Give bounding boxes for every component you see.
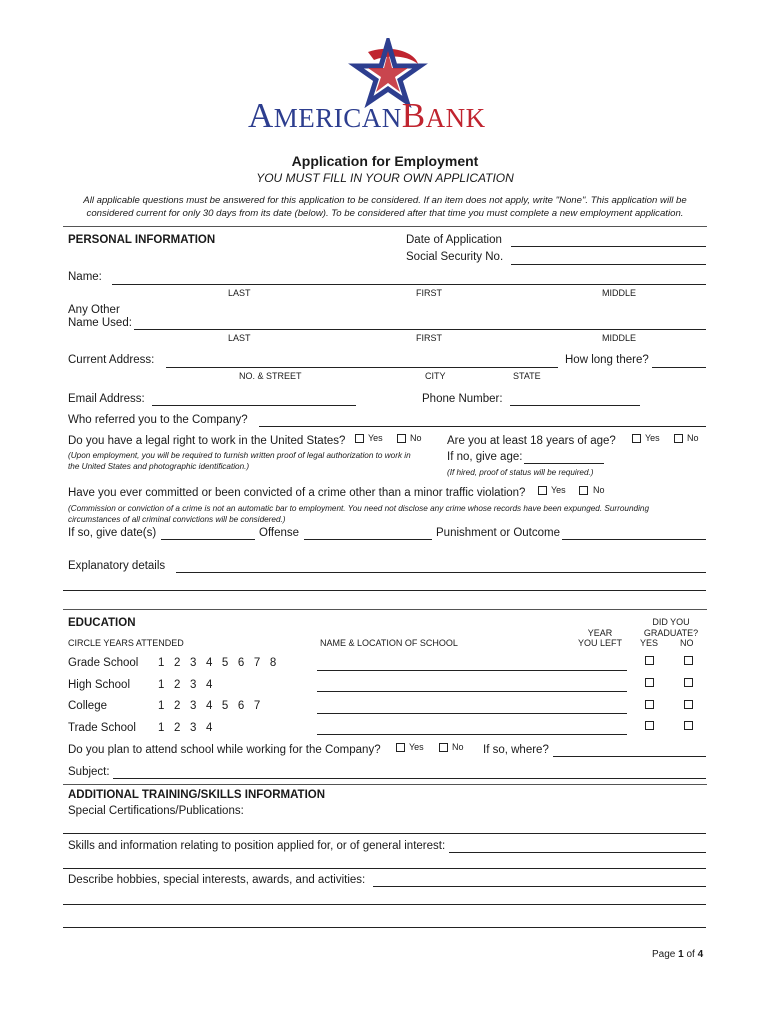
explanatory-label: Explanatory details	[68, 560, 166, 572]
subject-label: Subject:	[68, 766, 110, 778]
current-address-field[interactable]	[166, 367, 558, 368]
state-caption: STATE	[513, 371, 541, 381]
certifications-field-1[interactable]	[63, 833, 706, 834]
skills-field-1[interactable]	[449, 852, 706, 853]
current-address-label: Current Address:	[68, 354, 155, 366]
name-field[interactable]	[112, 284, 706, 285]
crime-note-2: circumstances of all criminal convictions will be considered.)	[68, 515, 286, 524]
school-type-label: Trade School	[68, 722, 136, 734]
city-caption: CITY	[425, 371, 446, 381]
email-field[interactable]	[152, 405, 356, 406]
section-divider	[63, 609, 707, 610]
attend-yes-label: Yes	[409, 742, 424, 752]
legal-note-2: the United States and photographic identification.)	[68, 462, 250, 471]
hobbies-field-2[interactable]	[63, 904, 706, 905]
legal-note-1: (Upon employment, you will be required to furnish written proof of legal authorization to work in	[68, 451, 411, 460]
name-label: Name:	[68, 271, 102, 283]
hobbies-field-3[interactable]	[63, 927, 706, 928]
if-no-age-label: If no, give age:	[447, 451, 523, 463]
years-attended[interactable]: 1 2 3 4	[158, 722, 213, 734]
age-yes-checkbox[interactable]	[632, 434, 641, 443]
if-so-where-label: If so, where?	[483, 744, 549, 756]
school-name-header: NAME & LOCATION OF SCHOOL	[320, 638, 458, 648]
name-first-caption: FIRST	[416, 288, 442, 298]
graduate-yes-header: YES	[640, 638, 659, 648]
email-label: Email Address:	[68, 393, 145, 405]
section-divider	[63, 784, 707, 785]
graduated-yes-checkbox[interactable]	[645, 700, 654, 709]
years-attended[interactable]: 1 2 3 4	[158, 679, 213, 691]
year-left-header-1: YEAR	[587, 628, 613, 638]
date-of-application-label: Date of Application	[406, 234, 502, 246]
crime-question: Have you ever committed or been convicted of a crime other than a minor traffic violation?	[68, 487, 526, 499]
if-no-age-field[interactable]	[524, 463, 604, 464]
skills-label: Skills and information relating to position applied for, or of general interest:	[68, 840, 446, 852]
training-heading: ADDITIONAL TRAINING/SKILLS INFORMATION	[68, 789, 326, 801]
attend-no-label: No	[452, 742, 464, 752]
school-type-label: Grade School	[68, 657, 139, 669]
school-name-field[interactable]	[317, 670, 627, 671]
years-attended[interactable]: 1 2 3 4 5 6 7	[158, 700, 261, 712]
instructions-line-2: considered current for only 30 days from its date (below). To be considered after that time you must complete a new employment application.	[86, 208, 684, 219]
other-name-label-2: Name Used:	[68, 317, 132, 329]
year-left-header-2: YOU LEFT	[577, 638, 622, 648]
years-attended[interactable]: 1 2 3 4 5 6 7 8	[158, 657, 277, 669]
graduated-no-checkbox[interactable]	[684, 678, 693, 687]
explanatory-field-2[interactable]	[63, 590, 706, 591]
other-middle-caption: MIDDLE	[602, 333, 637, 343]
phone-label: Phone Number:	[422, 393, 503, 405]
name-middle-caption: MIDDLE	[602, 288, 637, 298]
page-of: of	[683, 949, 698, 960]
age-note: (If hired, proof of status will be required.)	[447, 468, 594, 477]
graduated-no-checkbox[interactable]	[684, 700, 693, 709]
crime-no-checkbox[interactable]	[579, 486, 588, 495]
school-type-label: College	[68, 700, 107, 712]
date-of-application-field[interactable]	[511, 246, 706, 247]
graduated-no-checkbox[interactable]	[684, 721, 693, 730]
crime-yes-checkbox[interactable]	[538, 486, 547, 495]
referred-field[interactable]	[259, 426, 706, 427]
age-no-checkbox[interactable]	[674, 434, 683, 443]
instructions-line-1: All applicable questions must be answered for this application to be considered. If an item does not apply, write "None". This application will be	[83, 195, 687, 206]
page-subtitle: YOU MUST FILL IN YOUR OWN APPLICATION	[256, 171, 514, 185]
page-current: 1	[678, 949, 684, 960]
hobbies-label: Describe hobbies, special interests, awards, and activities:	[68, 874, 366, 886]
explanatory-field-1[interactable]	[176, 572, 706, 573]
other-first-caption: FIRST	[416, 333, 442, 343]
logo-wordmark: AMERICANBANK	[248, 96, 486, 135]
crime-note-1: (Commission or conviction of a crime is not an automatic bar to employment. You need not disclose any crime whose records have been expunged. Surrounding	[68, 504, 650, 513]
graduated-yes-checkbox[interactable]	[645, 721, 654, 730]
subject-field[interactable]	[113, 778, 706, 779]
phone-field[interactable]	[510, 405, 640, 406]
punishment-field[interactable]	[562, 539, 706, 540]
hobbies-field-1[interactable]	[373, 886, 706, 887]
page-title: Application for Employment	[291, 153, 479, 169]
graduate-header-2: GRADUATE?	[643, 628, 699, 638]
school-name-field[interactable]	[317, 691, 627, 692]
if-so-where-field[interactable]	[553, 756, 706, 757]
crime-no-label: No	[593, 485, 605, 495]
other-name-label-1: Any Other	[68, 304, 120, 316]
legal-no-checkbox[interactable]	[397, 434, 406, 443]
legal-right-question: Do you have a legal right to work in the United States?	[68, 435, 346, 447]
other-name-field[interactable]	[134, 329, 706, 330]
ssn-label: Social Security No.	[406, 251, 504, 263]
age-question: Are you at least 18 years of age?	[447, 435, 616, 447]
graduated-yes-checkbox[interactable]	[645, 678, 654, 687]
street-caption: NO. & STREET	[239, 371, 302, 381]
school-name-field[interactable]	[317, 734, 627, 735]
crime-dates-field[interactable]	[161, 539, 255, 540]
other-last-caption: LAST	[228, 333, 251, 343]
crime-dates-label: If so, give date(s)	[68, 527, 157, 539]
personal-info-heading: PERSONAL INFORMATION	[68, 234, 216, 246]
attend-no-checkbox[interactable]	[439, 743, 448, 752]
graduate-header-1: DID YOU	[652, 617, 690, 627]
crime-yes-label: Yes	[551, 485, 566, 495]
graduated-yes-checkbox[interactable]	[645, 656, 654, 665]
ssn-field[interactable]	[511, 264, 706, 265]
name-last-caption: LAST	[228, 288, 251, 298]
legal-no-label: No	[410, 433, 422, 443]
referred-label: Who referred you to the Company?	[68, 414, 248, 426]
how-long-label: How long there?	[565, 354, 649, 366]
offense-label: Offense	[259, 527, 300, 539]
legal-yes-checkbox[interactable]	[355, 434, 364, 443]
graduated-no-checkbox[interactable]	[684, 656, 693, 665]
education-heading: EDUCATION	[68, 617, 136, 629]
age-yes-label: Yes	[645, 433, 660, 443]
attend-school-question: Do you plan to attend school while working for the Company?	[68, 744, 381, 756]
skills-field-2[interactable]	[63, 868, 706, 869]
how-long-field[interactable]	[652, 367, 706, 368]
attend-yes-checkbox[interactable]	[396, 743, 405, 752]
graduate-no-header: NO	[680, 638, 694, 648]
school-type-label: High School	[68, 679, 131, 691]
section-divider	[63, 226, 707, 227]
circle-years-header: CIRCLE YEARS ATTENDED	[68, 638, 184, 648]
school-name-field[interactable]	[317, 713, 627, 714]
page-number	[652, 949, 703, 960]
legal-yes-label: Yes	[368, 433, 383, 443]
offense-field[interactable]	[304, 539, 432, 540]
age-no-label: No	[687, 433, 699, 443]
punishment-label: Punishment or Outcome	[436, 527, 561, 539]
certifications-label: Special Certifications/Publications:	[68, 805, 244, 817]
page-total: 4	[697, 949, 704, 960]
page-prefix: Page	[652, 949, 679, 960]
